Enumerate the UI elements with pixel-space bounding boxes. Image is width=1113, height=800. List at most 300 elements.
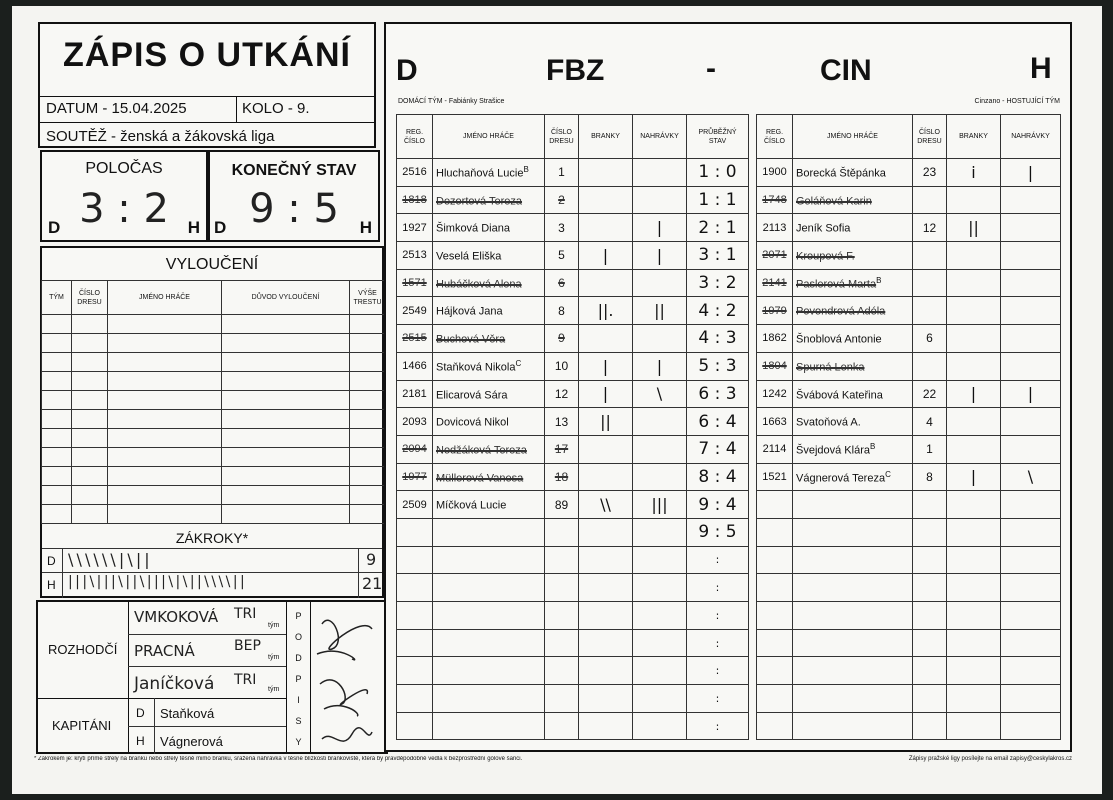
away-col-name: JMÉNO HRÁČE	[793, 115, 913, 159]
away-player-row	[757, 269, 1061, 297]
away-player-row	[757, 602, 1061, 630]
running-score-cell: 6 : 4	[687, 408, 749, 436]
away-goals: ||	[947, 214, 1001, 242]
away-name	[793, 269, 913, 297]
exclusion-cell	[108, 372, 222, 391]
running-score-cell: :	[687, 657, 749, 685]
exclusion-row	[42, 505, 386, 524]
away-assists	[1001, 712, 1061, 740]
away-name-text: Švejdová Klára	[796, 444, 870, 457]
home-reg	[397, 574, 433, 602]
exclusion-row	[42, 391, 386, 410]
col-running-score: PRŮBĚŽNÝ STAV	[687, 115, 749, 159]
away-name	[793, 214, 913, 242]
away-reg: 2141	[757, 269, 793, 297]
home-reg: 2516	[397, 159, 433, 187]
away-dres: 23	[913, 159, 947, 187]
home-dres: 5	[545, 242, 579, 270]
home-goals: |	[579, 242, 633, 270]
home-name	[433, 269, 545, 297]
away-goals	[947, 325, 1001, 353]
away-name	[793, 186, 913, 214]
home-goals	[579, 435, 633, 463]
home-dres: 89	[545, 491, 579, 519]
home-player-row	[397, 546, 687, 574]
home-assists	[633, 435, 687, 463]
away-player-row	[757, 297, 1061, 325]
referee-3-tym: tým	[268, 686, 280, 693]
running-score-row	[687, 297, 749, 325]
exclusions-title: VYLOUČENÍ	[165, 256, 259, 273]
home-name-text: Nodžáková Tereza	[436, 444, 527, 457]
away-assists	[1001, 269, 1061, 297]
away-assists	[1001, 186, 1061, 214]
exclusion-cell	[222, 372, 350, 391]
home-goals: ||.	[579, 297, 633, 325]
final-score-box	[208, 150, 380, 242]
running-score-cell: :	[687, 629, 749, 657]
home-dres	[545, 657, 579, 685]
away-dres: 22	[913, 380, 947, 408]
final-h: H	[359, 218, 372, 237]
running-score-row	[687, 269, 749, 297]
exclusion-cell	[350, 353, 386, 372]
away-dres	[913, 297, 947, 325]
home-assists: |||	[633, 491, 687, 519]
saves-h-total: 21	[362, 574, 383, 593]
exclusion-cell	[72, 391, 108, 410]
away-reg: 2071	[757, 242, 793, 270]
running-score-cell: 2 : 1	[687, 214, 749, 242]
home-goals	[579, 657, 633, 685]
exclusion-cell	[42, 410, 72, 429]
away-name	[793, 546, 913, 574]
exclusion-cell	[72, 372, 108, 391]
away-assists	[1001, 546, 1061, 574]
home-assists	[633, 408, 687, 436]
home-name	[433, 463, 545, 491]
running-score-table	[686, 114, 749, 740]
running-score-row	[687, 159, 749, 187]
running-score-row	[687, 518, 749, 546]
running-score-cell: :	[687, 685, 749, 713]
away-assists: |	[1001, 380, 1061, 408]
home-reg	[397, 629, 433, 657]
home-goals	[579, 574, 633, 602]
away-goals	[947, 242, 1001, 270]
away-reg: 1979	[757, 297, 793, 325]
home-dres: 8	[545, 297, 579, 325]
away-dres	[913, 629, 947, 657]
running-score-row	[687, 546, 749, 574]
away-reg	[757, 602, 793, 630]
home-reg: 2509	[397, 491, 433, 519]
home-name-text: Hluchaňová Lucie	[436, 167, 524, 180]
exclusion-row	[42, 410, 386, 429]
away-goals	[947, 546, 1001, 574]
running-score-cell: 6 : 3	[687, 380, 749, 408]
away-player-row	[757, 546, 1061, 574]
away-player-row	[757, 186, 1061, 214]
away-player-row	[757, 491, 1061, 519]
saves-d-total: 9	[366, 550, 377, 569]
home-reg	[397, 657, 433, 685]
away-goals	[947, 685, 1001, 713]
home-assists: ||	[633, 297, 687, 325]
away-assists	[1001, 325, 1061, 353]
exclusion-row	[42, 448, 386, 467]
running-score-cell: 4 : 2	[687, 297, 749, 325]
home-assists: |	[633, 352, 687, 380]
home-name	[433, 712, 545, 740]
away-col-reg: REG. ČÍSLO	[757, 115, 793, 159]
home-goals	[579, 546, 633, 574]
home-goals	[579, 269, 633, 297]
running-score-row	[687, 712, 749, 740]
halftime-label: POLOČAS	[85, 160, 163, 177]
home-name	[433, 685, 545, 713]
away-dres: 12	[913, 214, 947, 242]
home-name	[433, 546, 545, 574]
halftime-h: H	[187, 218, 200, 237]
home-player-row	[397, 712, 687, 740]
exclusion-cell	[42, 315, 72, 334]
exclusion-row	[42, 486, 386, 505]
exclusion-cell	[72, 353, 108, 372]
home-assists: |	[633, 214, 687, 242]
home-col-reg: REG. ČÍSLO	[397, 115, 433, 159]
away-goals: i	[947, 159, 1001, 187]
exclusion-cell	[222, 448, 350, 467]
home-dres: 12	[545, 380, 579, 408]
referees-label: ROZHODČÍ	[48, 642, 118, 657]
home-assists	[633, 685, 687, 713]
captain-h-label: H	[136, 734, 145, 748]
exclusion-cell	[108, 448, 222, 467]
running-score-cell: 1 : 1	[687, 186, 749, 214]
away-dres	[913, 352, 947, 380]
away-assists: |	[1001, 159, 1061, 187]
away-dres	[913, 574, 947, 602]
away-assists	[1001, 518, 1061, 546]
running-score-row	[687, 629, 749, 657]
away-goals	[947, 712, 1001, 740]
home-player-row	[397, 602, 687, 630]
referee-1-team: TRI	[234, 606, 257, 622]
home-name-text: Veselá Eliška	[436, 250, 502, 263]
teams-dash: -	[706, 52, 716, 85]
home-reg: 2515	[397, 325, 433, 353]
running-score-cell: 7 : 4	[687, 435, 749, 463]
exclusion-cell	[108, 353, 222, 372]
running-score-cell: 9 : 4	[687, 491, 749, 519]
home-reg: 1466	[397, 352, 433, 380]
away-player-row	[757, 214, 1061, 242]
exclusion-cell	[222, 486, 350, 505]
home-player-row	[397, 242, 687, 270]
home-name-text: Šimková Diana	[436, 223, 510, 236]
exclusion-cell	[42, 429, 72, 448]
home-goals	[579, 602, 633, 630]
home-reg: 1571	[397, 269, 433, 297]
final-d: D	[214, 218, 227, 237]
running-score-cell: :	[687, 546, 749, 574]
away-assists	[1001, 657, 1061, 685]
away-dres: 1	[913, 435, 947, 463]
running-score-cell: 3 : 2	[687, 269, 749, 297]
away-dres: 4	[913, 408, 947, 436]
away-player-row	[757, 159, 1061, 187]
exclusion-cell	[108, 334, 222, 353]
home-name	[433, 159, 545, 187]
away-name	[793, 685, 913, 713]
home-assists	[633, 325, 687, 353]
page-title: ZÁPIS O UTKÁNÍ	[63, 36, 351, 74]
home-player-row	[397, 186, 687, 214]
running-score-row	[687, 574, 749, 602]
away-name-text: Vágnerová Tereza	[796, 472, 886, 485]
home-player-row	[397, 518, 687, 546]
home-reg	[397, 602, 433, 630]
away-assists	[1001, 435, 1061, 463]
home-goals: \\	[579, 491, 633, 519]
home-name-text: Buchová Věra	[436, 333, 506, 346]
away-goals	[947, 435, 1001, 463]
away-goals	[947, 269, 1001, 297]
away-dres: 8	[913, 463, 947, 491]
away-player-row	[757, 435, 1061, 463]
running-score-row	[687, 186, 749, 214]
home-reg: 1927	[397, 214, 433, 242]
home-name	[433, 657, 545, 685]
halftime-d: D	[48, 218, 61, 237]
home-player-row	[397, 491, 687, 519]
home-player-row	[397, 685, 687, 713]
home-dres	[545, 629, 579, 657]
running-score-cell: 5 : 3	[687, 352, 749, 380]
home-player-row	[397, 629, 687, 657]
home-name-text: Dezortová Tereza	[436, 195, 523, 208]
home-goals	[579, 685, 633, 713]
running-score-row	[687, 325, 749, 353]
exclusion-cell	[108, 467, 222, 486]
home-dres: 2	[545, 186, 579, 214]
home-goals	[579, 214, 633, 242]
home-assists: |	[633, 242, 687, 270]
home-player-row	[397, 352, 687, 380]
away-roster-table	[756, 114, 1061, 740]
exclusion-cell	[108, 505, 222, 524]
away-dres: 6	[913, 325, 947, 353]
away-reg	[757, 629, 793, 657]
home-name	[433, 297, 545, 325]
away-goals	[947, 408, 1001, 436]
exclusion-cell	[350, 334, 386, 353]
running-score-cell: 1 : 0	[687, 159, 749, 187]
exclusion-cell	[72, 486, 108, 505]
away-assists	[1001, 629, 1061, 657]
running-score-row	[687, 380, 749, 408]
home-roster-table	[396, 114, 687, 740]
referee-2-tym: tým	[268, 654, 280, 661]
captain-h-name: Vágnerová	[160, 734, 223, 749]
exclusion-cell	[222, 429, 350, 448]
home-goals	[579, 463, 633, 491]
roster-panel	[384, 22, 1072, 752]
final-label: KONEČNÝ STAV	[231, 162, 357, 179]
home-reg	[397, 546, 433, 574]
away-name	[793, 408, 913, 436]
away-dres	[913, 269, 947, 297]
home-goals: |	[579, 352, 633, 380]
away-reg: 1663	[757, 408, 793, 436]
exclusion-cell	[350, 372, 386, 391]
away-goals: |	[947, 380, 1001, 408]
home-assists	[633, 518, 687, 546]
away-reg: 1900	[757, 159, 793, 187]
home-dres: 10	[545, 352, 579, 380]
home-name	[433, 629, 545, 657]
signatures-scribble	[312, 604, 388, 754]
away-letter: H	[1030, 52, 1052, 85]
home-name	[433, 380, 545, 408]
home-assists: \	[633, 380, 687, 408]
away-name	[793, 712, 913, 740]
home-player-row	[397, 657, 687, 685]
away-player-row	[757, 242, 1061, 270]
away-goals	[947, 352, 1001, 380]
home-team-code: FBZ	[546, 54, 605, 87]
home-goals	[579, 712, 633, 740]
exclusion-cell	[72, 315, 108, 334]
home-col-dres: ČÍSLO DRESU	[545, 115, 579, 159]
running-score-row	[687, 435, 749, 463]
running-score-row	[687, 352, 749, 380]
away-player-row	[757, 712, 1061, 740]
exclusions-box	[40, 246, 384, 598]
away-goals	[947, 629, 1001, 657]
away-player-row	[757, 685, 1061, 713]
away-name-text: Povondrová Adéla	[796, 306, 886, 319]
home-assists	[633, 269, 687, 297]
away-player-row	[757, 352, 1061, 380]
exclusion-cell	[108, 391, 222, 410]
away-name-text: Jeník Sofia	[796, 223, 851, 236]
home-player-row	[397, 435, 687, 463]
exclusion-cell	[72, 334, 108, 353]
saves-d-tally: \ \ \ \ \ \ | \ | |	[68, 550, 149, 569]
referee-2-name: PRACNÁ	[134, 642, 195, 660]
home-assists	[633, 629, 687, 657]
away-reg: 1804	[757, 352, 793, 380]
home-role-mark: B	[523, 165, 529, 175]
home-player-row	[397, 408, 687, 436]
away-name-text: Borecká Štěpánka	[796, 167, 886, 180]
home-name-text: Elicarová Sára	[436, 389, 508, 402]
home-role-mark: C	[515, 358, 522, 368]
home-name-text: Müllerová Vanesa	[436, 472, 524, 485]
exclusion-cell	[350, 467, 386, 486]
away-role-mark: B	[870, 441, 876, 451]
exclusion-cell	[42, 448, 72, 467]
away-name-text: Spurná Lenka	[796, 361, 865, 374]
away-assists	[1001, 297, 1061, 325]
signatures-label-column: P O D P I S Y	[294, 611, 302, 747]
home-name	[433, 491, 545, 519]
away-assists	[1001, 602, 1061, 630]
exclusion-cell	[42, 486, 72, 505]
away-reg	[757, 518, 793, 546]
away-goals	[947, 518, 1001, 546]
exclusion-row	[42, 315, 386, 334]
home-player-row	[397, 380, 687, 408]
exclusion-row	[42, 467, 386, 486]
home-dres: 18	[545, 463, 579, 491]
exclusion-cell	[222, 334, 350, 353]
exclusion-cell	[108, 315, 222, 334]
home-reg: 2549	[397, 297, 433, 325]
away-dres	[913, 242, 947, 270]
away-name	[793, 574, 913, 602]
home-col-branky: BRANKY	[579, 115, 633, 159]
away-name-text: Goláňová Karin	[796, 195, 872, 208]
away-reg	[757, 712, 793, 740]
away-assists	[1001, 685, 1061, 713]
away-goals: |	[947, 463, 1001, 491]
away-assists	[1001, 214, 1061, 242]
exclusion-cell	[350, 486, 386, 505]
away-reg	[757, 546, 793, 574]
away-goals	[947, 602, 1001, 630]
date-field: DATUM - 15.04.2025	[46, 100, 187, 117]
exclusion-cell	[42, 391, 72, 410]
col-team: TÝM	[42, 281, 72, 315]
home-goals	[579, 518, 633, 546]
home-name-text: Hubáčková Alena	[436, 278, 522, 291]
home-reg	[397, 685, 433, 713]
home-team-caption: DOMÁCÍ TÝM - Fabiánky Strašice	[398, 98, 505, 105]
exclusion-cell	[108, 429, 222, 448]
away-name	[793, 242, 913, 270]
home-dres	[545, 574, 579, 602]
home-player-row	[397, 214, 687, 242]
away-col-dres: ČÍSLO DRESU	[913, 115, 947, 159]
away-dres	[913, 685, 947, 713]
referee-1-name: VMKOKOVÁ	[134, 608, 219, 626]
exclusion-row	[42, 334, 386, 353]
away-assists	[1001, 242, 1061, 270]
exclusion-cell	[222, 410, 350, 429]
home-name	[433, 352, 545, 380]
home-col-nahravky: NAHRÁVKY	[633, 115, 687, 159]
exclusion-cell	[350, 410, 386, 429]
home-goals: |	[579, 380, 633, 408]
home-dres	[545, 685, 579, 713]
col-jersey: ČÍSLO DRESU	[72, 281, 108, 315]
away-role-mark: C	[885, 469, 891, 479]
exclusion-cell	[72, 448, 108, 467]
home-assists	[633, 186, 687, 214]
home-letter: D	[396, 54, 418, 87]
away-dres	[913, 518, 947, 546]
home-assists	[633, 712, 687, 740]
home-name	[433, 408, 545, 436]
exclusion-cell	[42, 505, 72, 524]
home-assists	[633, 159, 687, 187]
exclusion-cell	[222, 505, 350, 524]
exclusion-cell	[222, 467, 350, 486]
exclusion-row	[42, 372, 386, 391]
